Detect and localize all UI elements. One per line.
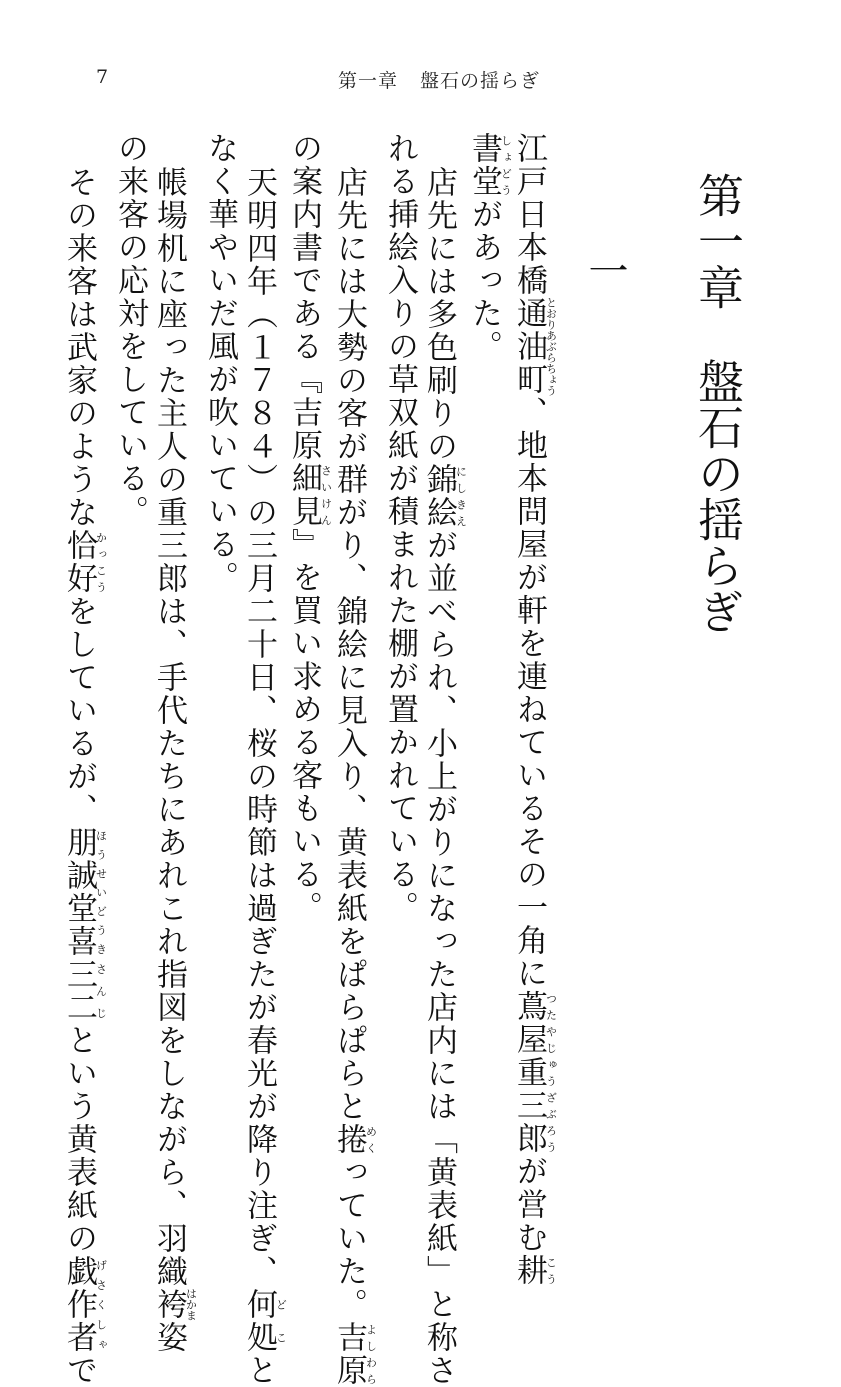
ruby-annotation: 捲めく xyxy=(331,1123,378,1156)
ruby-annotation: 朋誠堂喜ほうせいどうき xyxy=(61,826,108,958)
text-segment: 店先には多色刷りの xyxy=(421,166,457,463)
ruby-annotation: 恰好かっこう xyxy=(61,529,108,595)
page-number: 7 xyxy=(96,66,109,88)
text-segment: が営む xyxy=(511,1155,547,1254)
text-line xyxy=(61,132,108,1387)
ruby-reading: はかま xyxy=(184,1288,198,1321)
ruby-annotation: 書堂しょどう xyxy=(466,132,513,198)
text-segment: その来客は武家のような xyxy=(61,166,97,529)
section-number: 一 xyxy=(582,250,628,290)
running-header-chapter-name: 盤石の揺らぎ xyxy=(420,70,541,92)
ruby-reading: とおりあぶらちょう xyxy=(544,297,558,396)
text-segment: れる挿絵入りの草双紙が積まれた棚が置かれている。 xyxy=(382,132,418,924)
ruby-reading: かっこう xyxy=(94,529,108,595)
text-segment: をしているが、 xyxy=(61,595,97,826)
text-line xyxy=(511,132,558,1287)
text-line xyxy=(151,132,198,1354)
text-segment: 帳場机に座った主人の重三郎は、手代たちにあれこれ指図をしながら、羽織 xyxy=(151,166,187,1288)
ruby-annotation: 蔦屋重三郎つたやじゅうざぶろう xyxy=(511,990,558,1155)
text-segment: 店先には大勢の客が群がり、錦絵に見入り、黄表紙をぱらぱらと xyxy=(331,166,367,1123)
text-segment: 』を買い求める客もいる。 xyxy=(286,528,322,924)
ruby-reading: つたやじゅうざぶろう xyxy=(544,990,558,1155)
ruby-reading: こう xyxy=(544,1254,558,1287)
text-segment: と xyxy=(241,1354,277,1387)
running-header-chapter-label: 第一章 xyxy=(338,70,399,92)
text-segment: なく華やいだ風が吹いている。 xyxy=(202,132,238,594)
ruby-reading: めく xyxy=(364,1123,378,1156)
ruby-reading: にしきえ xyxy=(454,463,468,529)
running-header xyxy=(338,66,562,93)
ruby-reading: げさくしゃ xyxy=(94,1255,108,1354)
text-segment: が並べられ、小上がりになった店内には「黄表紙」と称さ xyxy=(421,529,457,1387)
ruby-annotation: 戯作者げさくしゃ xyxy=(61,1255,108,1354)
ruby-annotation: 耕こう xyxy=(511,1254,558,1287)
text-segment: で xyxy=(61,1354,97,1387)
ruby-reading: どこ xyxy=(274,1288,288,1354)
ruby-reading: ほうせいどうき xyxy=(94,826,108,958)
text-segment: っていた。 xyxy=(331,1156,367,1321)
ruby-annotation: 袴はかま xyxy=(151,1288,198,1321)
text-segment: があった。 xyxy=(466,198,502,363)
text-segment: 江戸日本橋 xyxy=(511,132,547,297)
ruby-annotation: 三二さんじ xyxy=(61,958,108,1024)
text-segment: という黄表紙の xyxy=(61,1024,97,1255)
ruby-reading: さんじ xyxy=(94,958,108,1024)
chapter-title xyxy=(691,172,745,634)
text-line xyxy=(331,132,378,1387)
ruby-reading: よしわら xyxy=(364,1321,378,1387)
chapter-title-label: 第一章 xyxy=(691,172,745,310)
text-segment: の来客の応対をしている。 xyxy=(112,132,148,528)
ruby-annotation: 吉原よしわら xyxy=(331,1321,378,1387)
text-segment: 、地本問屋が軒を連ねているその一角に xyxy=(511,396,547,990)
ruby-annotation: 何処どこ xyxy=(241,1288,288,1354)
ruby-reading: さいけん xyxy=(319,462,333,528)
ruby-annotation: 錦絵にしきえ xyxy=(421,463,468,529)
text-segment: 天明四年（１７８４）の三月二十日、桜の時節は過ぎたが春光が降り注ぎ、 xyxy=(241,166,277,1288)
ruby-annotation: 細見さいけん xyxy=(286,462,333,528)
chapter-title-name: 盤石の揺らぎ xyxy=(691,358,745,634)
text-segment: 姿 xyxy=(151,1321,187,1354)
text-segment: の案内書である『吉原 xyxy=(286,132,322,462)
body-text xyxy=(61,132,558,1387)
ruby-reading: しょどう xyxy=(499,132,513,198)
ruby-annotation: 通油町とおりあぶらちょう xyxy=(511,297,558,396)
